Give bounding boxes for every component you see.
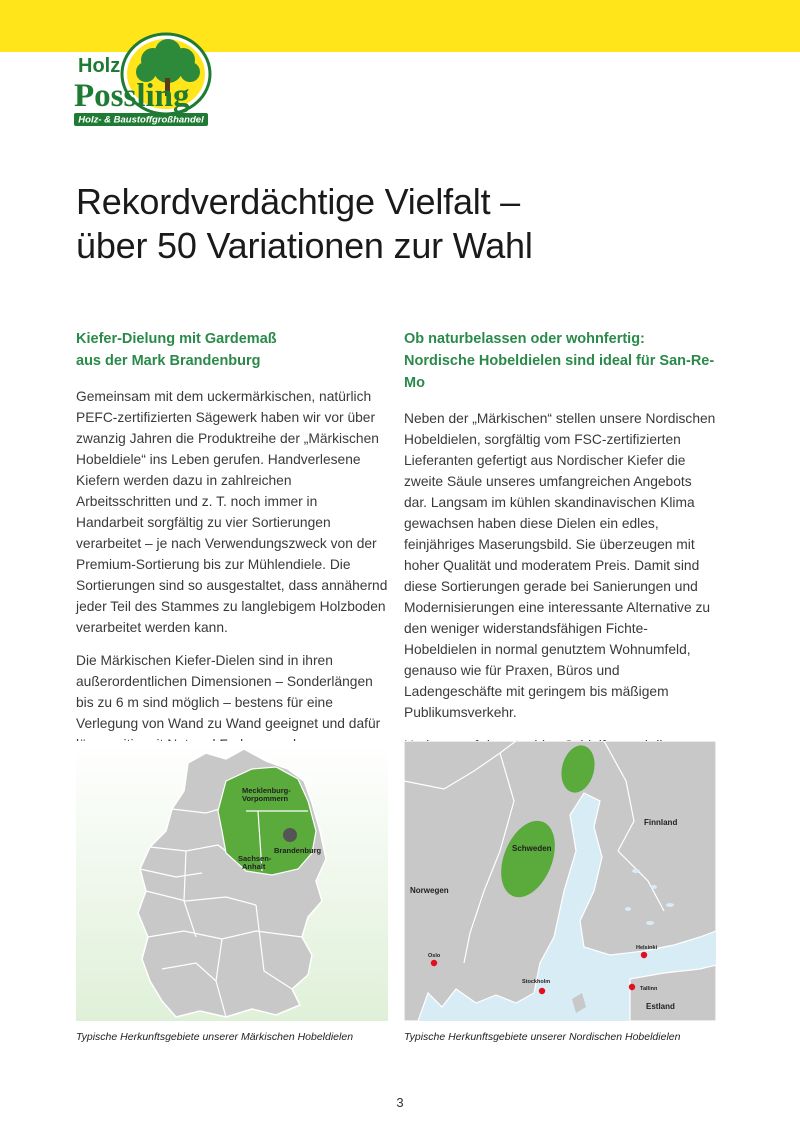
label-mecklenburg-2: Vorpommern (242, 794, 289, 803)
left-column (76, 328, 388, 767)
oslo-marker (431, 960, 437, 966)
caption-scandinavia-map: Typische Herkunftsgebiete unserer Nordischen Hobeldielen (404, 1031, 681, 1043)
label-estland: Estland (646, 1002, 675, 1011)
left-heading: Kiefer-Dielung mit Gardemaß aus der Mark Brandenburg (76, 331, 277, 369)
page-title (76, 180, 533, 268)
label-norwegen: Norwegen (410, 886, 449, 895)
svg-text:Possling: Possling (74, 78, 190, 114)
label-stockholm: Stockholm (522, 979, 551, 985)
berlin-marker (283, 828, 297, 842)
label-brandenburg: Brandenburg (274, 846, 322, 855)
svg-text:Holz: Holz (78, 55, 121, 77)
label-mecklenburg-1: Mecklenburg- (242, 786, 291, 795)
scandinavia-map (404, 741, 716, 1021)
title-line-1: Rekordverdächtige Vielfalt – (76, 181, 520, 222)
label-helsinki: Helsinki (636, 945, 658, 951)
germany-map (76, 741, 388, 1021)
page-number: 3 (396, 1095, 404, 1110)
helsinki-marker (641, 952, 647, 958)
label-oslo: Oslo (428, 953, 441, 959)
stockholm-marker (539, 988, 545, 994)
label-finnland: Finnland (644, 818, 678, 827)
left-paragraph-2: Die Märkischen Kiefer-Dielen sind in ihren außerordentlichen Dimensionen – Sonderlängen bis zu 6 m sind möglich – bestens für eine Verlegung von Wand zu Wand geeignet und dafür (76, 653, 381, 731)
title-line-2: über 50 Variationen zur Wahl (76, 225, 533, 266)
label-sachsen-anhalt-2: Anhalt (242, 862, 266, 871)
label-schweden: Schweden (512, 844, 552, 853)
right-paragraph-1: Neben der „Märkischen“ stellen unsere Nordischen Hobeldielen, sorgfältig vom FSC-zertifizierten Lieferanten gefertigt aus Nordischer Kiefer die zweite Säule unseres umfangreichen Angebots dar. Langsam im kühlen skandinavischen Klima gewachsen haben diese Dielen ein edles, feinjähriges Maserungsbild. Sie überzeugen mit hoher Qualität und moderatem Preis. Damit sind diese Sortierungen gerade bei Sanierungen und Modernisierungen eine interessante Alternative zu den weniger widerstandsfähigen Fichte-Hobeldielen in normal genutztem Wohnumfeld, genauso wie für Praxen, Büros und Ladengeschäfte mit geringem bis mäßigem Publikumsverkehr. (404, 411, 716, 720)
caption-germany-map: Typische Herkunftsgebiete unserer Märkischen Hobeldielen (76, 1031, 354, 1043)
left-paragraph-1: Gemeinsam mit dem uckermärkischen, natürlich PEFC-zertifizierten Sägewerk haben wir vor über zwanzig Jahren die Produktreihe der „Märkischen Hobeldiele“ ins Leben gerufen. Handverlesene Kiefern werden dazu in zahlreichen Arbeitsschritten und z. T. noch immer in Handarbeit sorgfältig zu vier Sortierungen verarbeitet – je nach Verwendungszweck von der Premium-Sortierung bis zur Mühlendiele. Die Sortierungen sind so ausgestaltet, dass annähernd jeder Teil des Stammes zu langlebigem Holzboden verarbeitet werden kann. (76, 389, 388, 635)
tallinn-marker (629, 984, 635, 990)
holz-possling-logo (68, 30, 218, 126)
svg-text:Holz- & Baustoffgroßhandel: Holz- & Baustoffgroßhandel (78, 114, 204, 126)
right-heading: Ob naturbelassen oder wohnfertig: Nordische Hobeldielen sind ideal für San-Re-Mo (404, 331, 715, 391)
label-sachsen-anhalt-1: Sachsen- (238, 854, 272, 863)
label-tallinn: Tallinn (640, 986, 658, 992)
